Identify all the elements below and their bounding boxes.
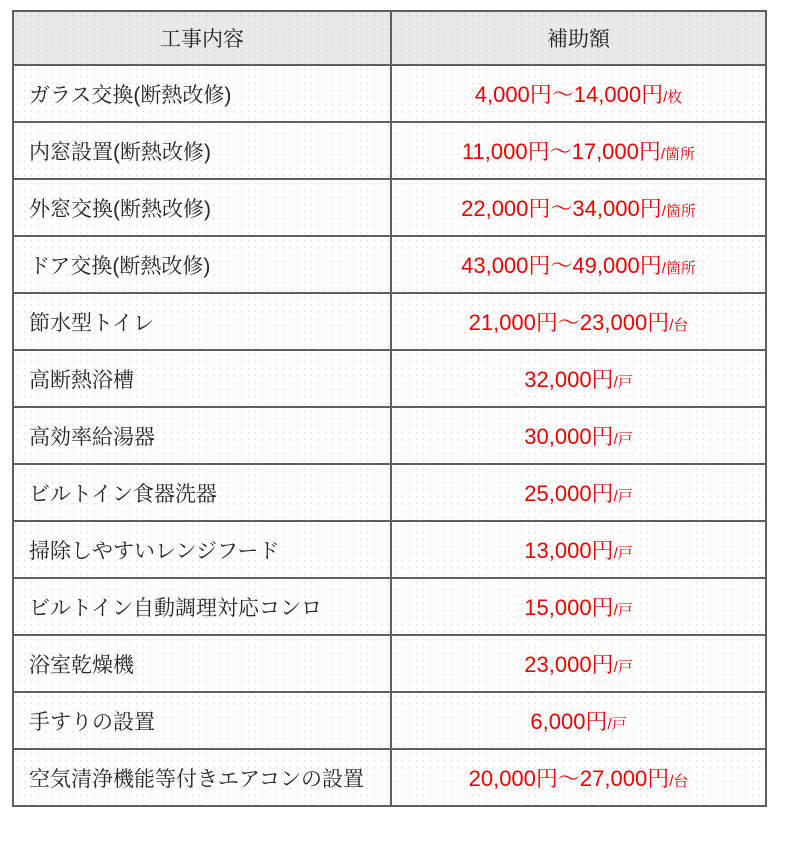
amount-unit: /戸 <box>613 659 633 676</box>
table-row <box>13 521 766 578</box>
amount-unit: /戸 <box>613 374 633 391</box>
amount-value: 4,000円〜14,000円 <box>474 82 664 107</box>
work-name-cell: ビルトイン自動調理対応コンロ <box>13 578 391 635</box>
table-row <box>13 65 766 122</box>
work-name-cell: 手すりの設置 <box>13 692 391 749</box>
amount-cell <box>391 521 766 578</box>
amount-unit: /戸 <box>613 431 633 448</box>
amount-cell <box>391 407 766 464</box>
amount-value: 11,000円〜17,000円 <box>461 139 661 164</box>
amount-value: 30,000円 <box>524 424 614 449</box>
table-row <box>13 464 766 521</box>
amount-unit: /台 <box>669 773 689 790</box>
work-name-cell: 掃除しやすいレンジフード <box>13 521 391 578</box>
work-name-cell: ガラス交換(断熱改修) <box>13 65 391 122</box>
amount-unit: /枚 <box>663 89 683 106</box>
amount-unit: /戸 <box>613 545 633 562</box>
work-name-cell: 高断熱浴槽 <box>13 350 391 407</box>
amount-value: 20,000円〜27,000円 <box>468 766 670 791</box>
table-row <box>13 179 766 236</box>
table-row <box>13 350 766 407</box>
work-name-cell: ドア交換(断熱改修) <box>13 236 391 293</box>
table-row <box>13 122 766 179</box>
amount-value: 21,000円〜23,000円 <box>468 310 670 335</box>
work-name-cell: ビルトイン食器洗器 <box>13 464 391 521</box>
amount-cell <box>391 350 766 407</box>
amount-cell <box>391 65 766 122</box>
amount-cell <box>391 293 766 350</box>
amount-value: 22,000円〜34,000円 <box>461 196 662 221</box>
column-header-work: 工事内容 <box>13 11 391 65</box>
amount-cell <box>391 179 766 236</box>
subsidy-table <box>12 10 767 807</box>
column-header-amount: 補助額 <box>391 11 766 65</box>
amount-unit: /箇所 <box>661 260 696 277</box>
work-name-cell: 外窓交換(断熱改修) <box>13 179 391 236</box>
amount-value: 32,000円 <box>524 367 614 392</box>
header-row <box>13 11 766 65</box>
amount-value: 6,000円 <box>530 709 608 734</box>
table-row <box>13 578 766 635</box>
amount-unit: /台 <box>669 317 689 334</box>
amount-unit: /箇所 <box>661 203 696 220</box>
amount-cell <box>391 749 766 806</box>
work-name-cell: 高効率給湯器 <box>13 407 391 464</box>
work-name-cell: 内窓設置(断熱改修) <box>13 122 391 179</box>
table-row <box>13 635 766 692</box>
amount-unit: /戸 <box>607 716 627 733</box>
amount-cell <box>391 464 766 521</box>
amount-value: 13,000円 <box>524 538 614 563</box>
amount-cell <box>391 122 766 179</box>
table-row <box>13 236 766 293</box>
amount-cell <box>391 692 766 749</box>
amount-value: 15,000円 <box>524 595 614 620</box>
table-row <box>13 407 766 464</box>
amount-unit: /戸 <box>613 602 633 619</box>
table-row <box>13 692 766 749</box>
amount-unit: /箇所 <box>660 146 696 163</box>
amount-value: 23,000円 <box>524 652 614 677</box>
amount-value: 25,000円 <box>524 481 614 506</box>
amount-unit: /戸 <box>613 488 633 505</box>
table-row <box>13 749 766 806</box>
amount-value: 43,000円〜49,000円 <box>461 253 662 278</box>
amount-cell <box>391 635 766 692</box>
amount-cell <box>391 578 766 635</box>
work-name-cell: 空気清浄機能等付きエアコンの設置 <box>13 749 391 806</box>
table-row <box>13 293 766 350</box>
work-name-cell: 節水型トイレ <box>13 293 391 350</box>
work-name-cell: 浴室乾燥機 <box>13 635 391 692</box>
amount-cell <box>391 236 766 293</box>
